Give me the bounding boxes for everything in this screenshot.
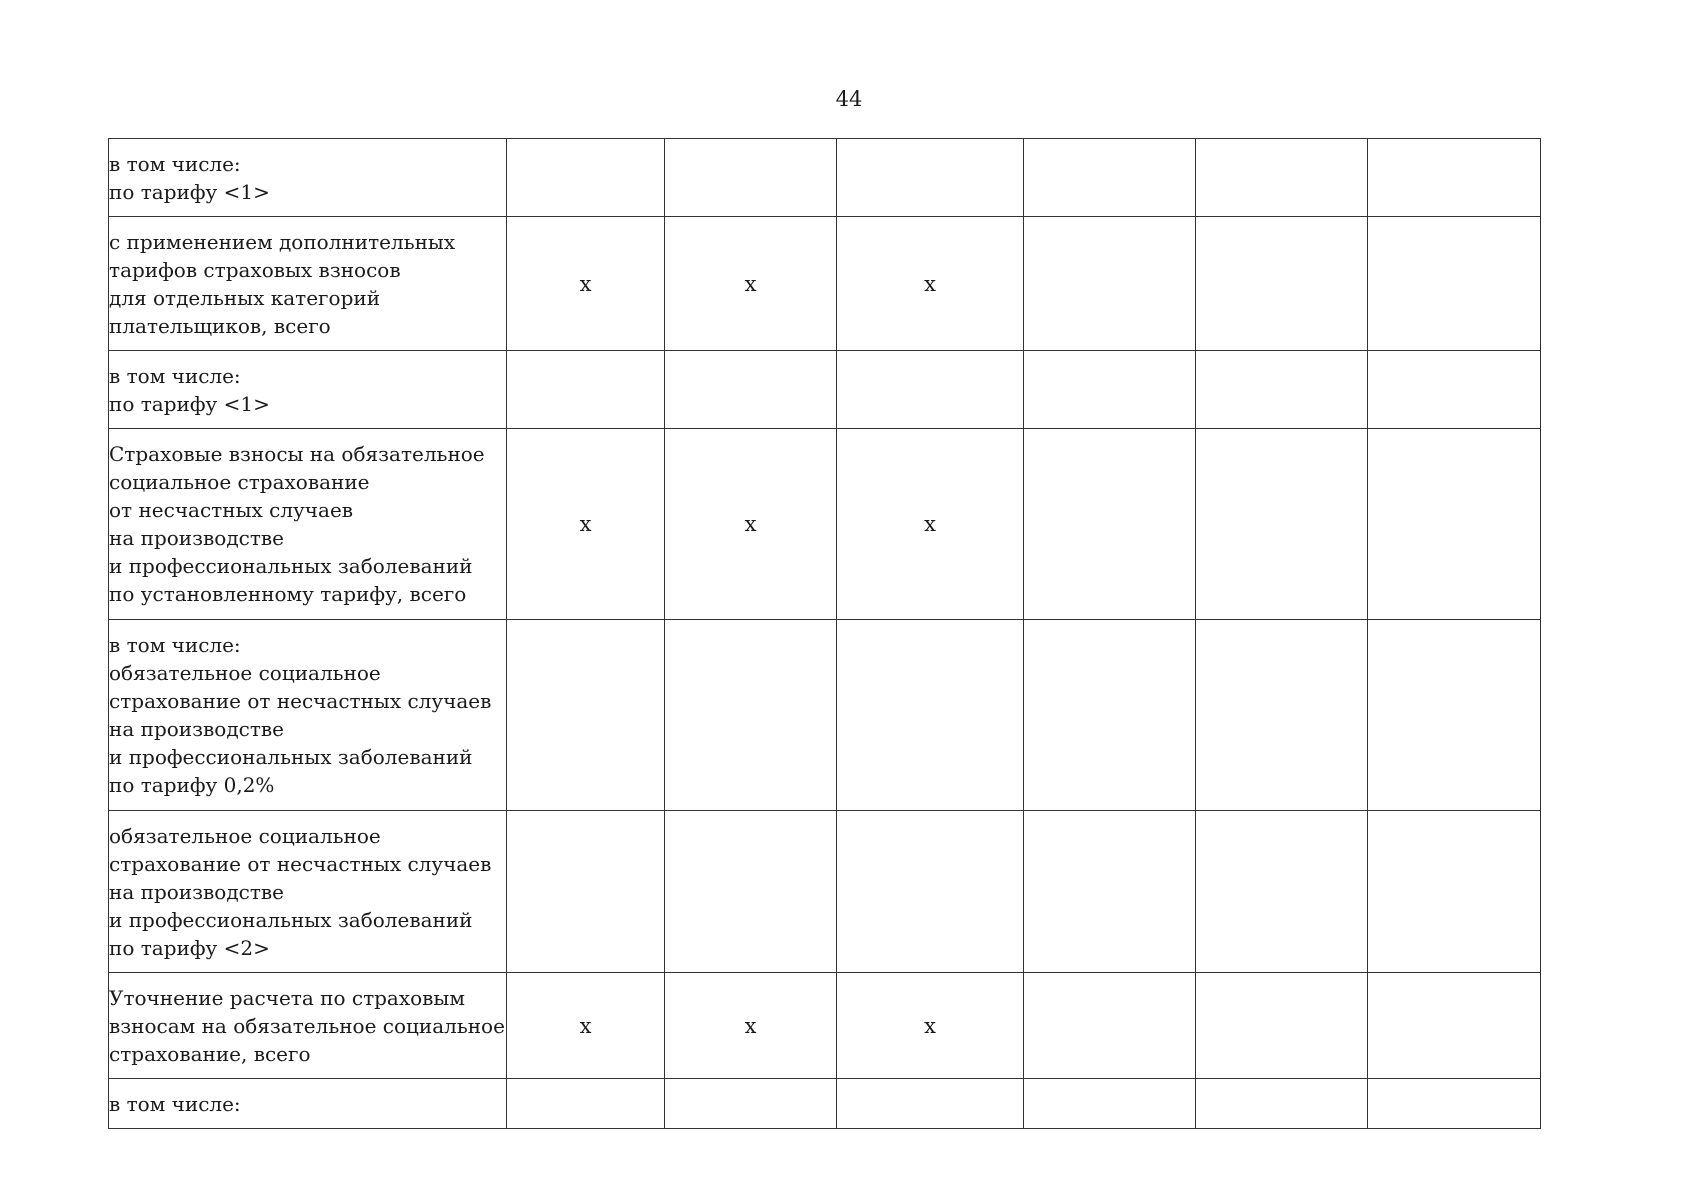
table-row: [109, 351, 1541, 429]
table-cell: [507, 811, 665, 973]
table-cell: [1368, 217, 1541, 351]
table-cell: [507, 1079, 665, 1129]
row-label: в том числе: по тарифу <1>: [109, 139, 507, 217]
table-cell: [1196, 139, 1368, 217]
table-cell: [1196, 1079, 1368, 1129]
table-cell: [1196, 429, 1368, 620]
table-cell: x: [837, 429, 1024, 620]
table-cell: [1024, 429, 1196, 620]
table-cell: [1196, 351, 1368, 429]
table-cell: [1196, 811, 1368, 973]
table-cell: [1196, 217, 1368, 351]
table-cell: [1368, 1079, 1541, 1129]
table-cell: [665, 139, 837, 217]
row-label: в том числе: по тарифу <1>: [109, 351, 507, 429]
row-label: Страховые взносы на обязательное социальное страхование от несчастных случаев на производстве и профессиональных заболеваний по установленному тарифу, всего: [109, 429, 507, 620]
table-cell: [1368, 139, 1541, 217]
table-cell: [507, 351, 665, 429]
table-cell: [1368, 620, 1541, 811]
table-cell: [837, 139, 1024, 217]
table-cell: x: [507, 973, 665, 1079]
table-row: [109, 1079, 1541, 1129]
table-cell: [1024, 973, 1196, 1079]
table-cell: [1368, 811, 1541, 973]
table-cell: [1024, 217, 1196, 351]
table-cell: [507, 620, 665, 811]
table-row: [109, 429, 1541, 620]
row-label: Уточнение расчета по страховым взносам на обязательное социальное страхование, всего: [109, 973, 507, 1079]
table-cell: [1024, 139, 1196, 217]
table-cell: [665, 351, 837, 429]
table-cell: [665, 811, 837, 973]
contributions-table: [108, 138, 1541, 1129]
table-cell: [837, 620, 1024, 811]
table-cell: x: [665, 217, 837, 351]
table-cell: x: [507, 217, 665, 351]
table-cell: [1024, 620, 1196, 811]
table-row: [109, 139, 1541, 217]
table-row: [109, 973, 1541, 1079]
table-cell: [1196, 620, 1368, 811]
table-cell: [837, 1079, 1024, 1129]
table-cell: [837, 351, 1024, 429]
row-label: в том числе:: [109, 1079, 507, 1129]
page-number: 44: [835, 87, 863, 111]
table-cell: [665, 620, 837, 811]
table-cell: [1196, 973, 1368, 1079]
table-row: [109, 811, 1541, 973]
table-cell: [1024, 351, 1196, 429]
table-cell: [837, 811, 1024, 973]
table-cell: x: [665, 973, 837, 1079]
table-cell: x: [837, 973, 1024, 1079]
table-row: [109, 620, 1541, 811]
table-cell: x: [665, 429, 837, 620]
table-cell: x: [507, 429, 665, 620]
table-row: [109, 217, 1541, 351]
table-cell: [665, 1079, 837, 1129]
table-cell: [1024, 1079, 1196, 1129]
table-cell: [1368, 429, 1541, 620]
row-label: с применением дополнительных тарифов страховых взносов для отдельных категорий плательщиков, всего: [109, 217, 507, 351]
table-cell: [507, 139, 665, 217]
table-cell: [1024, 811, 1196, 973]
row-label: обязательное социальное страхование от несчастных случаев на производстве и профессиональных заболеваний по тарифу <2>: [109, 811, 507, 973]
table-cell: [1368, 973, 1541, 1079]
table-cell: [1368, 351, 1541, 429]
row-label: в том числе: обязательное социальное страхование от несчастных случаев на производстве и профессиональных заболеваний по тарифу 0,2%: [109, 620, 507, 811]
table-cell: x: [837, 217, 1024, 351]
